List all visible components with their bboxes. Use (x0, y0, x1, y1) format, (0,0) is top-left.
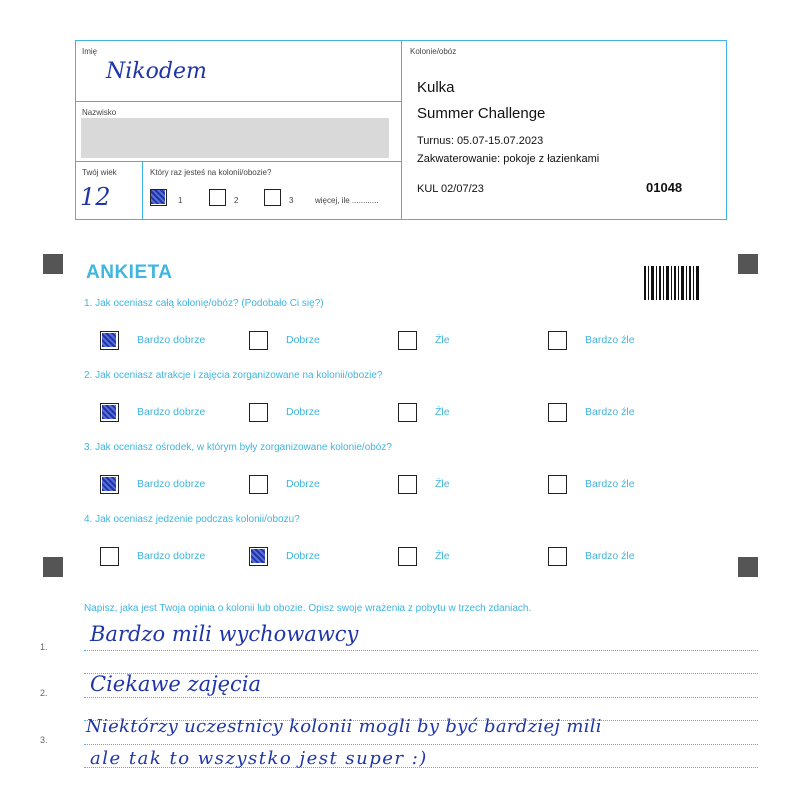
opinion-line-1[interactable]: Bardzo mili wychowawcy (90, 622, 359, 646)
option-q3-2[interactable] (249, 475, 389, 497)
times-checkbox-2[interactable] (209, 189, 226, 206)
writing-line (84, 697, 758, 698)
option-label: Bardzo dobrze (137, 406, 206, 418)
option-q1-3[interactable] (398, 331, 538, 353)
checkbox-mark (151, 190, 165, 204)
option-label: Bardzo źle (585, 550, 635, 562)
checkbox[interactable] (398, 547, 417, 566)
checkbox[interactable] (100, 547, 119, 566)
registration-marker (43, 254, 63, 274)
times-option-2: 2 (234, 196, 239, 205)
option-q4-4[interactable] (548, 547, 688, 569)
option-q1-1[interactable] (100, 331, 240, 353)
checkbox[interactable] (398, 331, 417, 350)
times-option-1: 1 (178, 196, 183, 205)
survey-title: ANKIETA (86, 262, 173, 283)
question-4: 4. Jak oceniasz jedzenie podczas kolonii/obozu? (84, 514, 300, 525)
name-label: Imię (82, 47, 98, 56)
option-label: Bardzo źle (585, 406, 635, 418)
option-q4-2[interactable] (249, 547, 389, 569)
option-q4-3[interactable] (398, 547, 538, 569)
writing-line (84, 744, 758, 745)
camp-name: Kulka (417, 79, 455, 96)
checkbox[interactable] (249, 547, 268, 566)
times-option-3: 3 (289, 196, 294, 205)
form-number: 01048 (646, 180, 683, 195)
option-label: Dobrze (286, 478, 320, 490)
opinion-line-2[interactable]: Ciekawe zajęcia (90, 672, 262, 696)
option-label: Źle (435, 334, 450, 346)
option-label: Bardzo źle (585, 334, 635, 346)
opinion-number-2: 2. (40, 688, 48, 698)
option-label: Źle (435, 478, 450, 490)
registration-marker (43, 557, 63, 577)
question-2: 2. Jak oceniasz atrakcje i zajęcia zorganizowane na kolonii/obozie? (84, 370, 383, 381)
times-more: więcej, ile ............ (315, 196, 379, 205)
option-q2-1[interactable] (100, 403, 240, 425)
times-checkbox-3[interactable] (264, 189, 281, 206)
option-label: Źle (435, 406, 450, 418)
age-value[interactable]: 12 (80, 183, 111, 211)
turnus: Turnus: 05.07-15.07.2023 (417, 135, 544, 147)
checkbox-mark (102, 477, 116, 491)
checkbox[interactable] (398, 403, 417, 422)
camp-label: Kolonie/obóz (410, 47, 457, 56)
question-3: 3. Jak oceniasz ośrodek, w którym były zorganizowane kolonie/obóz? (84, 442, 392, 453)
option-q2-2[interactable] (249, 403, 389, 425)
option-label: Bardzo dobrze (137, 478, 206, 490)
times-checkbox-1[interactable] (150, 189, 167, 206)
question-1: 1. Jak oceniasz całą kolonię/obóz? (Podobało Ci się?) (84, 298, 324, 309)
camp-program: Summer Challenge (417, 105, 546, 122)
option-q2-4[interactable] (548, 403, 688, 425)
header-vertical-divider (401, 41, 402, 219)
checkbox[interactable] (249, 403, 268, 422)
age-label: Twój wiek (82, 168, 117, 177)
checkbox[interactable] (100, 403, 119, 422)
camp-code: KUL 02/07/23 (417, 183, 484, 195)
option-q1-2[interactable] (249, 331, 389, 353)
option-q1-4[interactable] (548, 331, 688, 353)
option-label: Bardzo dobrze (137, 550, 206, 562)
checkbox-mark (102, 405, 116, 419)
checkbox[interactable] (249, 475, 268, 494)
option-q3-3[interactable] (398, 475, 538, 497)
header-form (75, 40, 727, 220)
option-q2-3[interactable] (398, 403, 538, 425)
checkbox-mark (102, 333, 116, 347)
option-q3-4[interactable] (548, 475, 688, 497)
checkbox[interactable] (548, 403, 567, 422)
accommodation: Zakwaterowanie: pokoje z łazienkami (417, 153, 600, 165)
name-value[interactable]: Nikodem (106, 59, 207, 84)
registration-marker (738, 557, 758, 577)
option-q4-1[interactable] (100, 547, 240, 569)
registration-marker (738, 254, 758, 274)
barcode-icon (644, 266, 700, 300)
option-label: Dobrze (286, 406, 320, 418)
checkbox-mark (251, 549, 265, 563)
option-label: Źle (435, 550, 450, 562)
opinion-line-3[interactable]: Niektórzy uczestnicy kolonii mogli by być bardziej mili (86, 716, 602, 737)
option-label: Bardzo dobrze (137, 334, 206, 346)
opinion-number-1: 1. (40, 642, 48, 652)
option-label: Dobrze (286, 334, 320, 346)
writing-line (84, 650, 758, 651)
checkbox[interactable] (100, 475, 119, 494)
surname-label: Nazwisko (82, 108, 117, 117)
opinion-line-4[interactable]: ale tak to wszystko jest super :) (90, 748, 428, 769)
option-q3-1[interactable] (100, 475, 240, 497)
checkbox[interactable] (249, 331, 268, 350)
option-label: Bardzo źle (585, 478, 635, 490)
header-divider-2 (76, 161, 401, 162)
checkbox[interactable] (548, 475, 567, 494)
times-label: Który raz jesteś na kolonii/obozie? (150, 168, 272, 177)
checkbox[interactable] (100, 331, 119, 350)
header-divider-3 (142, 161, 143, 219)
checkbox[interactable] (548, 331, 567, 350)
checkbox[interactable] (398, 475, 417, 494)
opinion-instruction: Napisz, jaka jest Twoja opinia o kolonii lub obozie. Opisz swoje wrażenia z pobytu w trzech zdaniach. (84, 603, 532, 614)
opinion-number-3: 3. (40, 735, 48, 745)
surname-redacted (81, 118, 389, 158)
option-label: Dobrze (286, 550, 320, 562)
header-divider-1 (76, 101, 401, 102)
checkbox[interactable] (548, 547, 567, 566)
